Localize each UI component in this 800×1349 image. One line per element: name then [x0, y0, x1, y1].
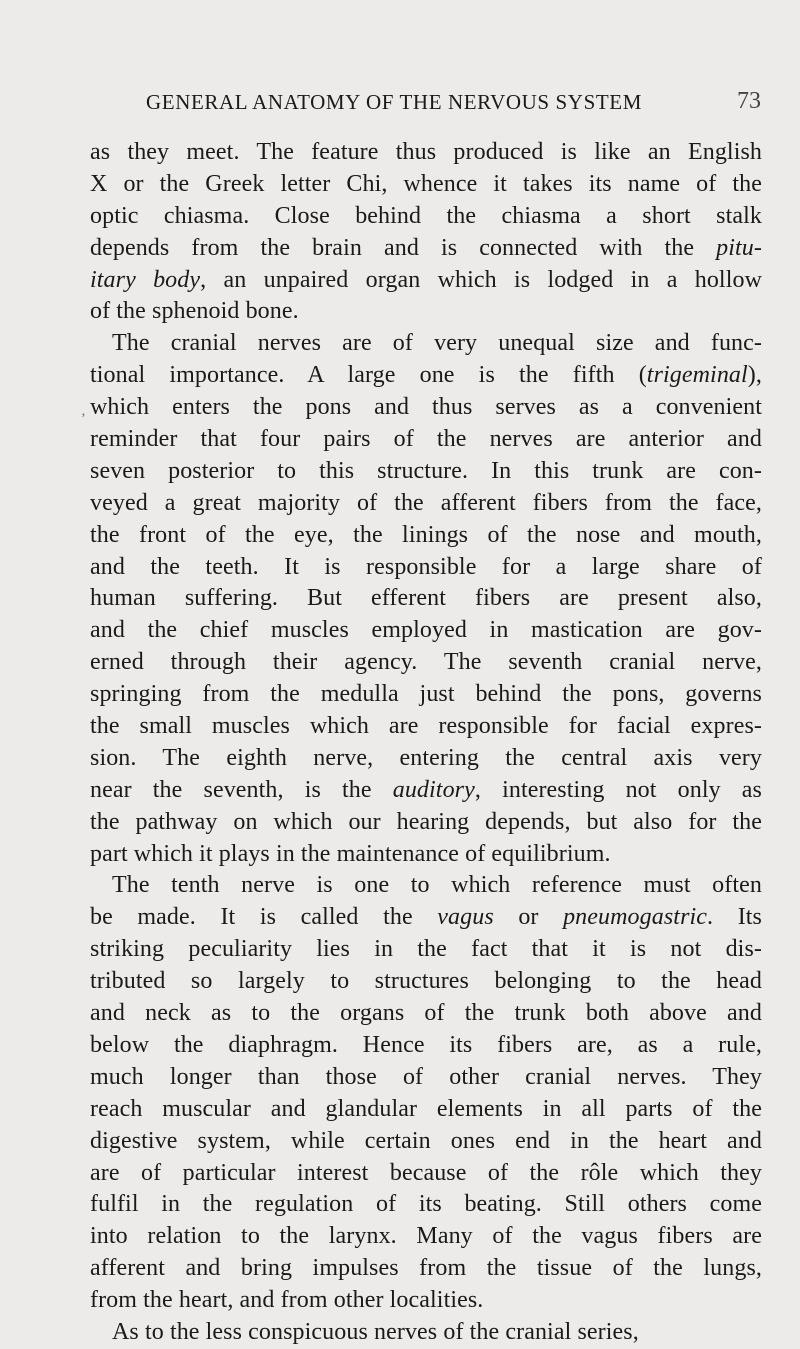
text-line: The cranial nerves are of very unequal size and func-: [112, 330, 762, 357]
text-line: erned through their agency. The seventh cranial nerve,: [90, 649, 762, 676]
text-line: X or the Greek letter Chi, whence it takes its name of the: [90, 170, 762, 197]
page-number: 73: [737, 88, 761, 114]
text-line: fulfil in the regulation of its beating. Still others come: [90, 1191, 762, 1218]
text-line: human suffering. But efferent fibers are present also,: [90, 585, 762, 612]
text-line: from the heart, and from other localities.: [90, 1287, 484, 1314]
text-line: part which it plays in the maintenance of equilibrium.: [90, 840, 611, 867]
text-line: and neck as to the organs of the trunk both above and: [90, 1000, 762, 1027]
text-line: itary body, an unpaired organ which is lodged in a hollow: [90, 266, 763, 293]
running-head: [146, 90, 761, 118]
italic-term: trigeminal: [646, 362, 748, 389]
italic-term: itary body: [90, 266, 201, 293]
text-line: afferent and bring impulses from the tissue of the lungs,: [90, 1255, 762, 1282]
text-line: be made. It is called the vagus or pneumogastric. Its: [90, 904, 762, 931]
text-line: the small muscles which are responsible for facial expres-: [90, 713, 762, 740]
text-line: The tenth nerve is one to which reference must often: [112, 872, 762, 899]
text-line: seven posterior to this structure. In this trunk are con-: [90, 457, 762, 484]
text-line: As to the less conspicuous nerves of the cranial series,: [112, 1318, 639, 1345]
text-line: near the seventh, is the auditory, interesting not only as: [90, 776, 762, 803]
text-line: as they meet. The feature thus produced is like an English: [90, 139, 762, 165]
text-line: below the diaphragm. Hence its fibers are, as a rule,: [90, 1031, 762, 1058]
text-line: and the chief muscles employed in mastication are gov-: [90, 617, 762, 644]
text-line: into relation to the larynx. Many of the vagus fibers are: [90, 1223, 762, 1250]
text-line: depends from the brain and is connected with the pitu-: [90, 234, 762, 261]
text-line: veyed a great majority of the afferent fibers from the face,: [90, 489, 762, 516]
text-line: tributed so largely to structures belonging to the head: [90, 968, 762, 995]
text-line: optic chiasma. Close behind the chiasma a short stalk: [90, 202, 762, 229]
text-line: tional importance. A large one is the fifth (trigeminal),: [90, 362, 762, 389]
text-line: of the sphenoid bone.: [90, 298, 299, 325]
body-text: [90, 137, 762, 1349]
italic-term: pneumogastric: [563, 904, 708, 931]
text-line: digestive system, while certain ones end in the heart and: [90, 1127, 762, 1154]
text-line: are of particular interest because of the rôle which they: [90, 1159, 762, 1186]
text-line: reminder that four pairs of the nerves are anterior and: [90, 426, 762, 453]
italic-term: vagus: [437, 904, 494, 931]
italic-term: auditory: [392, 776, 475, 803]
text-line: which enters the pons and thus serves as a convenient: [90, 394, 762, 421]
text-line: the front of the eye, the linings of the nose and mouth,: [90, 521, 762, 548]
text-line: springing from the medulla just behind the pons, governs: [90, 681, 762, 708]
text-line: reach muscular and glandular elements in all parts of the: [90, 1095, 762, 1122]
text-line: striking peculiarity lies in the fact that it is not dis-: [90, 936, 762, 963]
text-line: much longer than those of other cranial nerves. They: [90, 1063, 762, 1090]
italic-term: pitu-: [716, 234, 762, 261]
text-line: the pathway on which our hearing depends, but also for the: [90, 808, 762, 835]
text-line: sion. The eighth nerve, entering the central axis very: [90, 744, 762, 771]
running-title: GENERAL ANATOMY OF THE NERVOUS SYSTEM: [146, 90, 642, 114]
stray-mark: ‚: [81, 404, 86, 419]
text-line: and the teeth. It is responsible for a large share of: [90, 553, 762, 580]
